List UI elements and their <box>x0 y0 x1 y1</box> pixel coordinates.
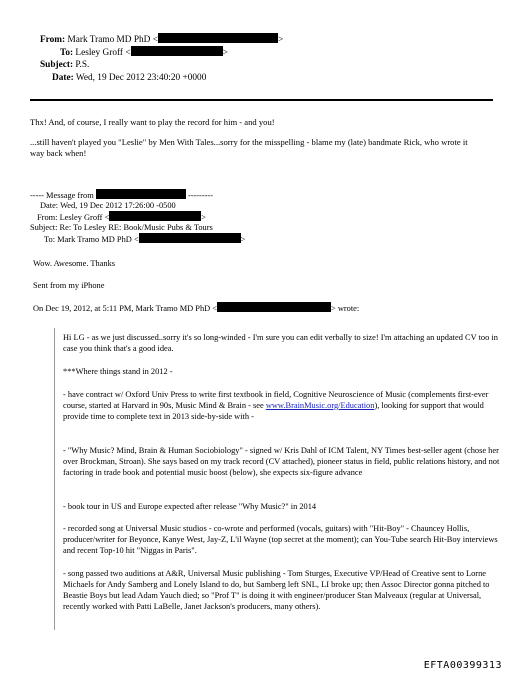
brainmusic-link[interactable]: www.BrainMusic.org/Education <box>265 401 375 410</box>
reply-attribution <box>33 302 359 314</box>
body-paragraph-1: Thx! And, of course, I really want to play the record for him - and you! <box>30 117 275 127</box>
redaction-bar <box>96 189 186 199</box>
redaction-bar <box>131 46 223 56</box>
close-bracket: > <box>277 35 284 45</box>
forward-separator-start: ----- Message from <box>30 191 94 200</box>
header-subject-value: P.S. <box>75 60 90 70</box>
quoted-paragraph-textbook <box>63 389 503 422</box>
close-bracket: > <box>240 235 246 244</box>
quoted-textbook-start: - have contract w/ Oxford Univ Press to write first textbook in field, Cognitive Neuroscience of Music (complements first-ever course, started at Harvard in 90s, Music Mind & Brain - see <box>63 390 489 410</box>
forward-to: To: Mark Tramo MD PhD < <box>44 235 139 244</box>
forward-separator-end: --------- <box>187 191 214 200</box>
forward-to-row <box>44 233 245 245</box>
reply-attribution-text: On Dec 19, 2012, at 5:11 PM, Mark Tramo MD PhD < <box>33 304 218 313</box>
header-divider <box>30 99 493 101</box>
quoted-paragraph-recorded-song: - recorded song at Universal Music studios - co-wrote and performed (vocals, guitars) with "Hit-Boy" - Chauncey Hollis, producer/writer for Beyonce, Kanye West, Jay-Z, L'il Wayne (top secret at the moment); can You-Tube search Hit-Boy interviews and recent Top-10 hit "Niggas in Paris". <box>63 524 498 555</box>
header-from-row <box>40 33 283 46</box>
header-to-label: To: <box>60 48 74 58</box>
header-date-row <box>52 72 206 84</box>
close-bracket: > <box>201 213 206 222</box>
quoted-paragraph-auditions: - song passed two auditions at A&R, Universal Music publishing - Tom Sturges, Executive VP/Head of Creative sent to Lorne Michaels for Andy Samberg and Lonely Island to do, but Samberg left SNL, LI broke up; then Assoc Director gonna pitched to Beastie Boys but lead Adam Yauch died; so "Prof T" is doing it with engineer/producer Stan Malveaux (regular at Universal, recently worked with Patti LaBelle, Janet Jackson's producers, many others). <box>63 569 490 611</box>
quoted-paragraph-1: Hi LG - as we just discussed..sorry it's so long-winded - I'm sure you can edit verbally to size! I'm attaching an updated CV too in case you think that's a good idea. <box>63 333 498 353</box>
quoted-paragraph-book-tour: - book tour in US and Europe expected after release "Why Music?" in 2014 <box>63 502 317 511</box>
redaction-bar <box>109 211 201 221</box>
redaction-bar <box>217 302 331 312</box>
quoted-heading: ***Where things stand in 2012 - <box>63 367 173 376</box>
reply-line-1: Wow. Awesome. Thanks <box>33 259 116 268</box>
header-subject-row <box>40 59 89 71</box>
reply-signature: Sent from my iPhone <box>33 281 105 290</box>
document-id: EFTA00399313 <box>423 660 502 671</box>
reply-attribution-end: > wrote: <box>331 304 360 313</box>
forward-subject: Subject: Re: To Lesley RE: Book/Music Pubs & Tours <box>30 223 213 232</box>
header-from-label: From: <box>40 35 66 45</box>
header-date-label: Date: <box>52 73 74 83</box>
header-subject-label: Subject: <box>40 60 74 70</box>
header-to-row <box>60 46 228 59</box>
header-from-value: Mark Tramo MD PhD < <box>67 35 158 45</box>
quoted-paragraph-why-music: - "Why Music? Mind, Brain & Human Sociobiology" - signed w/ Kris Dahl of ICM Talent, NY Times best-seller agent (chose her over Brockman, Stroan). She says based on my track record (CV attached), pioneer status in field, public relations history, and not factoring in trade book and potential music boost (below), she expects six-figure advance <box>63 446 500 477</box>
quoted-textbook-end: ), looking for support that would provide time to complete text in 2013 side-by-side with - <box>63 401 484 421</box>
forward-date: Date: Wed, 19 Dec 2012 17:26:00 -0500 <box>40 201 176 210</box>
header-date-value: Wed, 19 Dec 2012 23:40:20 +0000 <box>75 73 207 83</box>
body-paragraph-2: ...still haven't played you "Leslie" by Men With Tales...sorry for the misspelling - blame my (late) bandmate Rick, who wrote it way back when! <box>30 137 468 159</box>
close-bracket: > <box>222 48 228 58</box>
redaction-bar <box>139 233 241 243</box>
header-to-value: Lesley Groff < <box>75 48 131 58</box>
forward-from: From: Lesley Groff < <box>37 213 110 222</box>
redaction-bar <box>158 33 278 43</box>
